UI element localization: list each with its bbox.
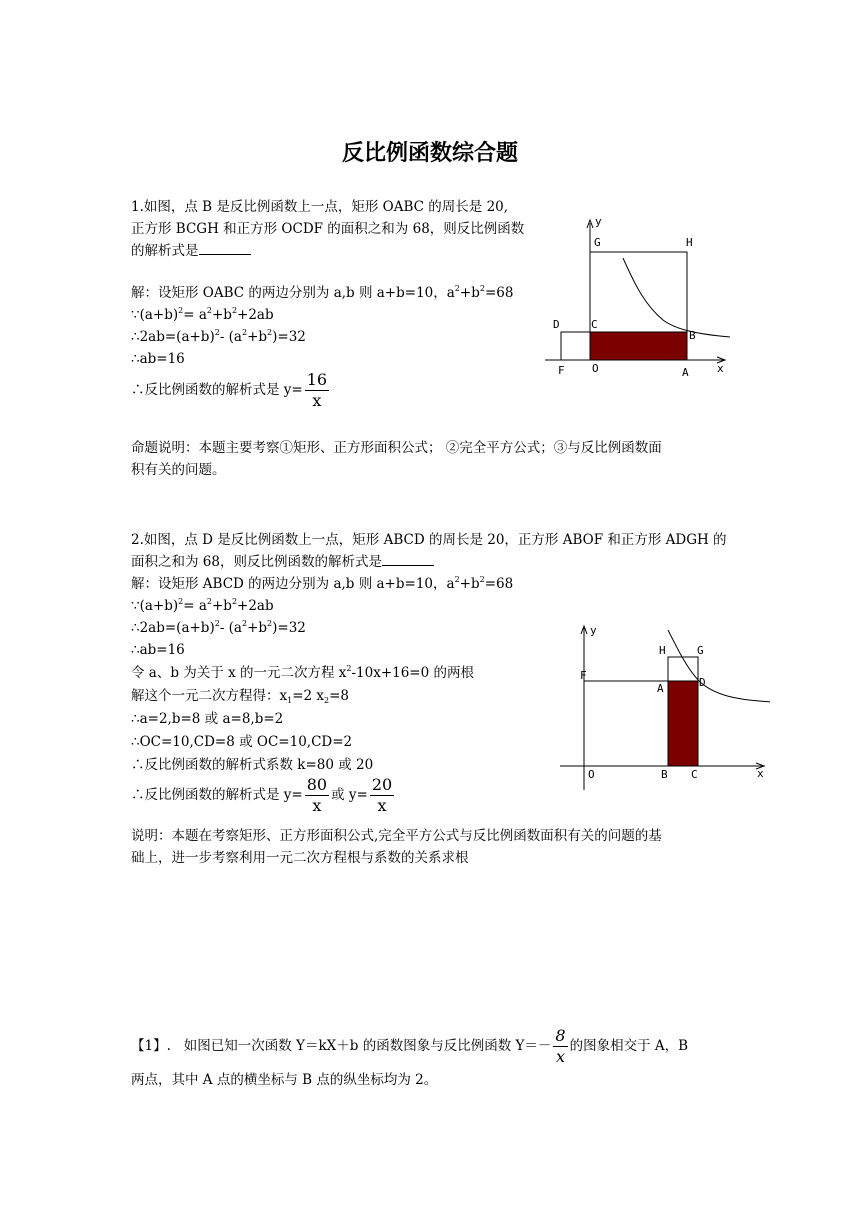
q2-stem-line-1: 2.如图，点 D 是反比例函数上一点，矩形 ABCD 的周长是 20，正方形 ABOF 和正方形 ADGH 的: [131, 532, 727, 548]
fig1-hyperbola: [623, 258, 730, 337]
q2-solution-line-4: ∴ab=16: [131, 642, 185, 658]
q1-sol-l5: ∴反比例函数的解析式是 y=: [131, 382, 303, 398]
q1-sol-l2-a: ∵(a+b): [131, 307, 179, 323]
fig2-label-f: F: [580, 669, 587, 682]
fig2-label-o: O: [588, 768, 595, 781]
q1-stem-line-1: 1.如图，点 B 是反比例函数上一点，矩形 OABC 的周长是 20,: [131, 199, 509, 215]
q2-solution-line-10: [131, 775, 396, 816]
fig2-square-adgh: [668, 657, 698, 681]
fig1-label-d: D: [553, 318, 560, 331]
q2-frac1-den: x: [312, 796, 322, 815]
fig1-label-f: F: [558, 364, 565, 377]
q3-frac-den: x: [555, 1047, 566, 1066]
q1-stem-line-3-text: 的解析式是: [131, 243, 199, 259]
q2-sol-l6-b: =2 x: [292, 688, 325, 704]
q3-fraction: [553, 1026, 567, 1067]
q1-solution-line-3: $\therefore 2ab=(a+b)^2-$ $(a^2+b^2)=32$: [131, 328, 306, 345]
q2-sol-l3-d: )=32: [272, 620, 306, 636]
fig1-label-g: G: [594, 236, 601, 249]
q2-sol-l2-a: ∵(a+b): [131, 598, 179, 614]
q1-frac-den: x: [312, 391, 322, 410]
fig1-label-x: x: [717, 362, 724, 375]
q2-solution-line-1: 解：设矩形 ABCD 的两边分别为 a,b 则 a+b=10，$a^2+b^2=68$: [131, 575, 514, 592]
q3-text-b: 的图象相交于 A，B: [569, 1038, 689, 1054]
q3-label: 【1】.: [131, 1038, 171, 1054]
q3-frac-num: 8: [555, 1026, 566, 1045]
q2-sol-l1-b: +b: [459, 576, 480, 592]
fig2-label-d: D: [699, 676, 706, 689]
fig1-label-b: B: [689, 329, 696, 342]
q1-frac-num: 16: [306, 370, 328, 389]
q1-sol-l2-c: +b: [211, 307, 232, 323]
q2-sol-l3-a: ∴2ab=(a+b): [131, 620, 215, 636]
page-title: 反比例函数综合题: [341, 141, 518, 166]
q2-note-line-1: 说明：本题在考察矩形、正方形面积公式,完全平方公式与反比例函数面积有关的问题的基: [131, 828, 662, 844]
q3-line-1: [131, 1026, 688, 1067]
q1-solution-line-5: [131, 370, 331, 411]
fig2-label-h: H: [659, 644, 666, 657]
q2-solution-line-6: 解这个一元二次方程得：$x_1=2$ $x_2=8$: [131, 688, 350, 705]
figure-2: [560, 620, 770, 792]
q1-stem-line-3: [131, 241, 251, 262]
fig2-square-abof: [584, 681, 668, 766]
q1-sol-l2-b: = a: [183, 307, 207, 323]
fig2-label-g: G: [697, 644, 704, 657]
q1-sol-l3-a: ∴2ab=(a+b): [131, 329, 215, 345]
q2-sol-l3-c: +b: [247, 620, 268, 636]
q1-solution-line-4: ∴ab=16: [131, 351, 185, 367]
q2-sol-l10-b: 或 y=: [331, 787, 368, 803]
q1-stem-line-2: 正方形 BCGH 和正方形 OCDF 的面积之和为 68，则反比例函数: [131, 221, 525, 237]
q2-solution-line-3: $\therefore 2ab=(a+b)^2-$ $(a^2+b^2)=32$: [131, 619, 306, 636]
q1-sol-l3-b: - (a: [219, 329, 242, 345]
q1-sol-l3-c: +b: [247, 329, 268, 345]
fig1-label-h: H: [686, 236, 693, 249]
q2-sol-l2-c: +b: [211, 598, 232, 614]
q2-solution-line-9: ∴反比例函数的解析式系数 k=80 或 20: [131, 757, 374, 773]
answer-blank: [199, 242, 251, 255]
q2-sol-l5-b: -10x+16=0 的两根: [351, 665, 475, 681]
q2-sol-l6-a: 解这个一元二次方程得：x: [131, 688, 288, 704]
q2-frac1-num: 80: [306, 775, 328, 794]
q1-solution-line-2: $\because(a+b)^2= a^2+b^2+2ab$: [131, 306, 274, 323]
q2-fraction-1: [305, 775, 329, 816]
q2-solution-line-5: 令 a、b 为关于 x 的一元二次方程 $x^2-10x+16=0$ 的两根: [131, 664, 475, 681]
q2-solution-line-2: $\because(a+b)^2= a^2+b^2+2ab$: [131, 597, 274, 614]
q1-solution-line-1: 解：设矩形 OABC 的两边分别为 a,b 则 a+b=10，$a^2+b^2=68$: [131, 284, 514, 301]
fig1-rect-oabc: [590, 332, 687, 360]
q1-note-line-2: 积有关的问题。: [131, 462, 226, 478]
fig2-label-c: C: [691, 768, 698, 781]
fig1-label-c: C: [591, 318, 598, 331]
q2-sol-l2-b: = a: [183, 598, 207, 614]
q2-stem-line-2: [131, 552, 434, 573]
q2-note-line-2: 础上，进一步考察利用一元二次方程根与系数的关系求根: [131, 850, 469, 866]
fig1-label-y: y: [595, 215, 602, 228]
q3-line-2: 两点，其中 A 点的横坐标与 B 点的纵坐标均为 2。: [131, 1072, 438, 1088]
q1-sol-l1-b: +b: [459, 285, 480, 301]
q2-sol-l1-a: 解：设矩形 ABCD 的两边分别为 a,b 则 a+b=10，a: [131, 576, 455, 592]
q1-fraction: [305, 370, 329, 411]
q2-frac2-num: 20: [371, 775, 393, 794]
q2-sol-l10-a: ∴反比例函数的解析式是 y=: [131, 787, 303, 803]
fig2-rect-abcd: [668, 681, 698, 766]
q1-sol-l3-d: )=32: [272, 329, 306, 345]
q2-sol-l5-a: 令 a、b 为关于 x 的一元二次方程 x: [131, 665, 347, 681]
q3-text-a: 如图已知一次函数 Y＝kX＋b 的函数图象与反比例函数 Y＝－: [183, 1038, 552, 1054]
fig2-label-a: A: [657, 682, 664, 695]
answer-blank: [382, 553, 434, 566]
q1-sol-l1-c: =68: [484, 285, 514, 301]
fig1-label-a: A: [682, 366, 689, 379]
q1-sol-l2-d: +2ab: [237, 307, 274, 323]
fig1-square-ocdf: [561, 332, 590, 360]
fig2-label-b: B: [661, 768, 668, 781]
q2-frac2-den: x: [377, 796, 387, 815]
q2-sol-l1-c: =68: [484, 576, 514, 592]
q1-note-line-1: 命题说明：本题主要考察①矩形、正方形面积公式； ②完全平方公式；③与反比例函数面: [131, 440, 662, 456]
q2-stem-line-2-text: 面积之和为 68，则反比例函数的解析式是: [131, 554, 382, 570]
q2-sol-l3-b: - (a: [219, 620, 242, 636]
q2-solution-line-8: ∴OC=10,CD=8 或 OC=10,CD=2: [131, 734, 353, 750]
fig2-label-y: y: [590, 624, 597, 637]
q2-solution-line-7: ∴a=2,b=8 或 a=8,b=2: [131, 711, 284, 727]
fig1-label-o: O: [592, 362, 599, 375]
q2-sol-l2-d: +2ab: [237, 598, 274, 614]
fig2-label-x: x: [757, 767, 764, 780]
q1-sol-l1-a: 解：设矩形 OABC 的两边分别为 a,b 则 a+b=10，a: [131, 285, 455, 301]
figure-1: [545, 215, 740, 380]
q2-sol-l6-c: =8: [329, 688, 350, 704]
q2-fraction-2: [370, 775, 394, 816]
